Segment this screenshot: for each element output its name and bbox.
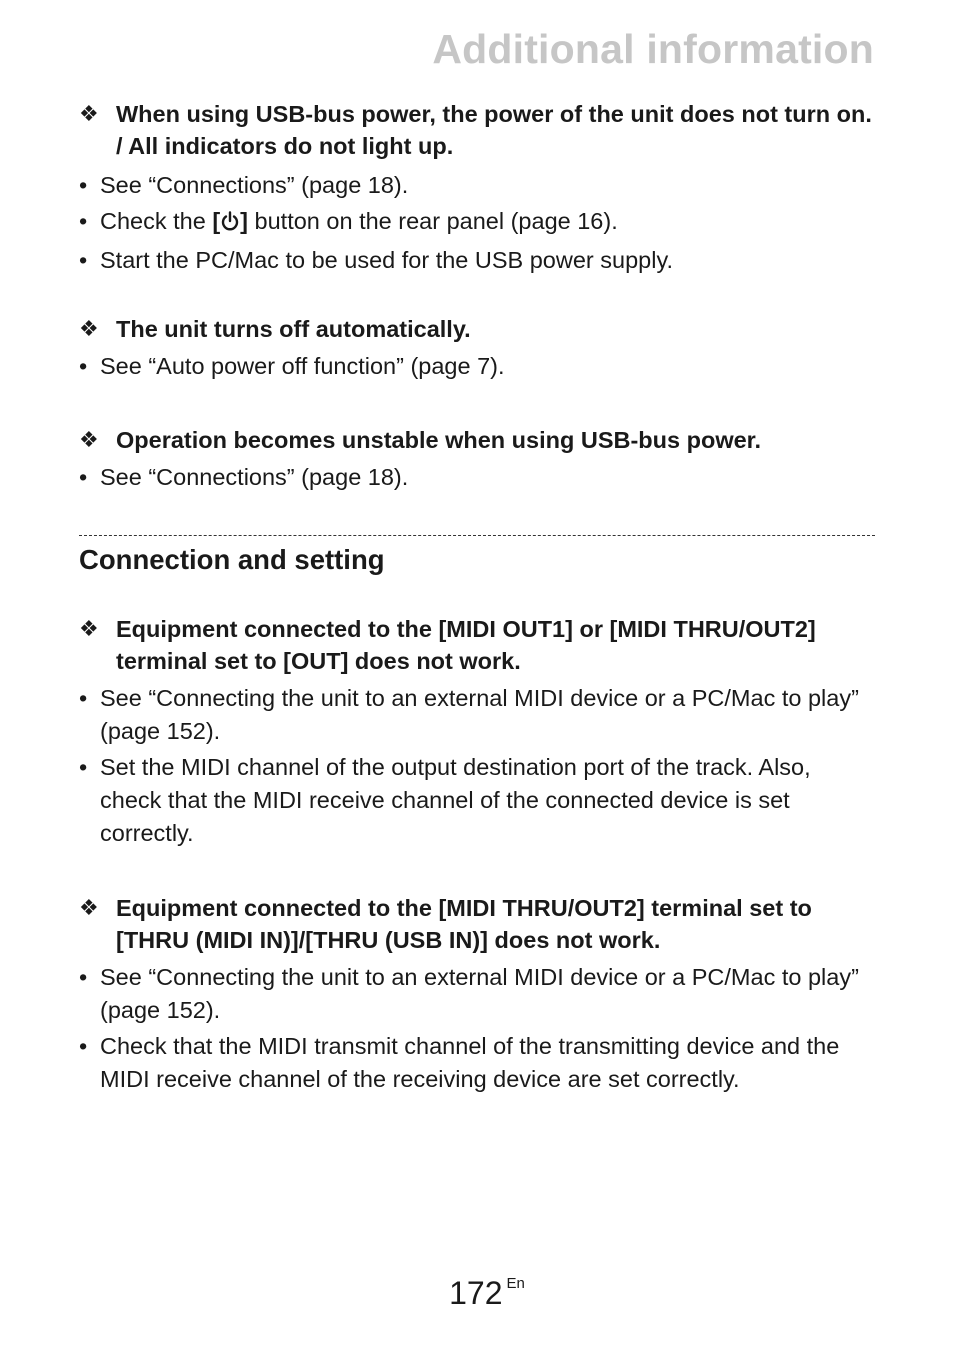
troubleshoot-item-midi-thru — [79, 892, 875, 1096]
question-text: Equipment connected to the [MIDI THRU/OUT2] terminal set to [THRU (MIDI IN)]/[THRU (USB IN)] does not work. — [116, 895, 812, 953]
answer-text: See “Connecting the unit to an external MIDI device or a PC/Mac to play” (page 152). — [100, 964, 859, 1023]
answer-text: See “Auto power off function” (page 7). — [100, 353, 505, 379]
bullet-icon: • — [79, 208, 88, 234]
answer-text: Start the PC/Mac to be used for the USB power supply. — [100, 247, 673, 273]
troubleshoot-item-usb-power — [79, 98, 875, 277]
page-number: 172 — [449, 1275, 503, 1311]
answer-text: See “Connections” (page 18). — [100, 172, 409, 198]
bullet-icon: • — [79, 172, 88, 198]
bullet-icon: • — [79, 247, 88, 273]
answer-text: See “Connections” (page 18). — [100, 464, 409, 490]
answer-text-suffix: button on the rear panel (page 16). — [248, 208, 618, 234]
diamond-bullet-icon: ❖ — [79, 616, 99, 641]
answer-list — [79, 461, 875, 494]
question-heading — [79, 98, 875, 162]
troubleshoot-item-midi-out — [79, 613, 875, 850]
bracket-open: [ — [212, 208, 221, 234]
answer-item — [79, 205, 875, 241]
bullet-icon: • — [79, 464, 88, 490]
answer-text: Check that the MIDI transmit channel of the transmitting device and the MIDI receive channel of the receiving device are set correctly. — [100, 1033, 840, 1092]
answer-list — [79, 350, 875, 383]
answer-list — [79, 169, 875, 277]
answer-item — [79, 461, 875, 494]
diamond-bullet-icon: ❖ — [79, 427, 99, 452]
section-divider — [79, 535, 875, 536]
troubleshoot-item-unstable — [79, 424, 875, 494]
diamond-bullet-icon: ❖ — [79, 316, 99, 341]
answer-list — [79, 682, 875, 850]
bracket-close: ] — [240, 208, 248, 234]
answer-text: See “Connecting the unit to an external MIDI device or a PC/Mac to play” (page 152). — [100, 685, 859, 744]
answer-item — [79, 682, 875, 748]
answer-item — [79, 751, 875, 850]
answer-item — [79, 244, 875, 277]
question-heading — [79, 424, 875, 456]
diamond-bullet-icon: ❖ — [79, 895, 99, 920]
page-footer — [0, 1275, 954, 1312]
answer-item — [79, 1030, 875, 1096]
question-heading — [79, 613, 875, 677]
question-heading — [79, 892, 875, 956]
answer-text-prefix: Check the — [100, 208, 213, 234]
bullet-icon: • — [79, 964, 88, 990]
question-text: Operation becomes unstable when using USB-bus power. — [116, 427, 762, 453]
question-text: When using USB-bus power, the power of the unit does not turn on. / All indicators do not light up. — [116, 101, 872, 159]
power-icon — [220, 208, 240, 241]
answer-item — [79, 169, 875, 202]
question-text: The unit turns off automatically. — [116, 316, 471, 342]
answer-list — [79, 961, 875, 1096]
bullet-icon: • — [79, 685, 88, 711]
answer-item — [79, 350, 875, 383]
answer-text: Set the MIDI channel of the output destination port of the track. Also, check that the MIDI receive channel of the connected device is set correctly. — [100, 754, 811, 846]
section-title: Connection and setting — [79, 544, 385, 575]
bullet-icon: • — [79, 353, 88, 379]
question-text: Equipment connected to the [MIDI OUT1] or [MIDI THRU/OUT2] terminal set to [OUT] does not work. — [116, 616, 816, 674]
answer-item — [79, 961, 875, 1027]
page-header-title: Additional information — [432, 26, 874, 72]
page-language: En — [506, 1275, 525, 1292]
bullet-icon: • — [79, 1033, 88, 1059]
bullet-icon: • — [79, 754, 88, 780]
diamond-bullet-icon: ❖ — [79, 101, 99, 126]
question-heading — [79, 313, 875, 345]
troubleshoot-item-auto-off — [79, 313, 875, 383]
